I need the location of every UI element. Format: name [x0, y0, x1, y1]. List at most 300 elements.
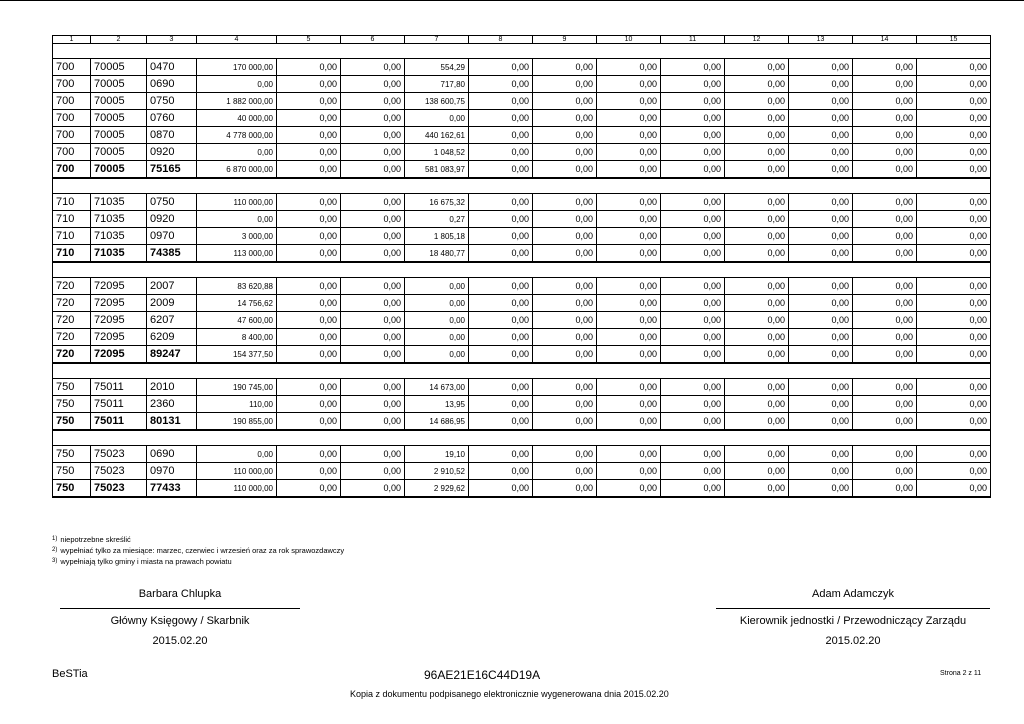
cell-col-10: 0,00 [597, 59, 661, 76]
cell-col-1: 750 [53, 463, 91, 480]
signer-role: Główny Księgowy / Skarbnik [110, 615, 250, 627]
cell-col-9: 0,00 [533, 127, 597, 144]
cell-col-1: 750 [53, 446, 91, 463]
column-number: 8 [469, 36, 533, 44]
cell-col-13: 0,00 [789, 396, 853, 413]
table-row [53, 211, 991, 228]
table-row [53, 228, 991, 245]
cell-col-9: 0,00 [533, 480, 597, 498]
cell-col-1: 700 [53, 110, 91, 127]
cell-col-1: 710 [53, 245, 91, 263]
cell-col-7: 19,10 [405, 446, 469, 463]
cell-col-6: 0,00 [341, 144, 405, 161]
cell-col-6: 0,00 [341, 329, 405, 346]
cell-col-4: 190 745,00 [197, 379, 277, 396]
cell-col-1: 720 [53, 346, 91, 364]
cell-col-7: 14 686,95 [405, 413, 469, 431]
table-row [53, 446, 991, 463]
signature-date: 2015.02.20 [825, 635, 881, 647]
cell-col-3: 0970 [147, 463, 197, 480]
signer-name: Barbara Chlupka [138, 588, 222, 600]
cell-col-6: 0,00 [341, 446, 405, 463]
cell-col-11: 0,00 [661, 346, 725, 364]
cell-col-6: 0,00 [341, 295, 405, 312]
table-row [53, 127, 991, 144]
cell-col-7: 138 600,75 [405, 93, 469, 110]
cell-col-5: 0,00 [277, 446, 341, 463]
cell-col-14: 0,00 [853, 110, 917, 127]
cell-col-15: 0,00 [917, 228, 991, 245]
cell-col-14: 0,00 [853, 127, 917, 144]
table-row [53, 93, 991, 110]
cell-col-1: 700 [53, 144, 91, 161]
cell-col-15: 0,00 [917, 127, 991, 144]
cell-col-2: 71035 [91, 245, 147, 263]
cell-col-14: 0,00 [853, 480, 917, 498]
cell-col-6: 0,00 [341, 161, 405, 179]
total-row [53, 413, 991, 431]
signer-name: Adam Adamczyk [812, 588, 894, 600]
column-number: 5 [277, 36, 341, 44]
cell-col-8: 0,00 [469, 194, 533, 211]
cell-col-6: 0,00 [341, 59, 405, 76]
cell-col-5: 0,00 [277, 161, 341, 179]
cell-col-7: 581 083,97 [405, 161, 469, 179]
cell-col-2: 75011 [91, 379, 147, 396]
cell-col-11: 0,00 [661, 312, 725, 329]
cell-col-14: 0,00 [853, 228, 917, 245]
cell-col-12: 0,00 [725, 59, 789, 76]
cell-col-4: 3 000,00 [197, 228, 277, 245]
cell-col-8: 0,00 [469, 59, 533, 76]
cell-col-10: 0,00 [597, 312, 661, 329]
footnote: $^{3)}$ wypełniają tylko gminy i miasta na prawach powiatu [52, 557, 232, 566]
cell-col-10: 0,00 [597, 329, 661, 346]
cell-col-7: 1 805,18 [405, 228, 469, 245]
cell-col-13: 0,00 [789, 228, 853, 245]
cell-col-4: 110 000,00 [197, 480, 277, 498]
cell-col-15: 0,00 [917, 161, 991, 179]
cell-col-6: 0,00 [341, 413, 405, 431]
table-row [53, 463, 991, 480]
cell-col-5: 0,00 [277, 396, 341, 413]
cell-col-14: 0,00 [853, 93, 917, 110]
cell-col-7: 16 675,32 [405, 194, 469, 211]
cell-col-4: 1 882 000,00 [197, 93, 277, 110]
cell-col-9: 0,00 [533, 211, 597, 228]
cell-col-12: 0,00 [725, 144, 789, 161]
cell-col-7: 0,00 [405, 312, 469, 329]
cell-col-7: 0,00 [405, 329, 469, 346]
cell-col-3: 2007 [147, 278, 197, 295]
cell-col-15: 0,00 [917, 93, 991, 110]
cell-col-10: 0,00 [597, 93, 661, 110]
cell-col-3: 74385 [147, 245, 197, 263]
cell-col-6: 0,00 [341, 76, 405, 93]
cell-col-11: 0,00 [661, 480, 725, 498]
cell-col-13: 0,00 [789, 76, 853, 93]
cell-col-7: 13,95 [405, 396, 469, 413]
cell-col-5: 0,00 [277, 312, 341, 329]
cell-col-14: 0,00 [853, 144, 917, 161]
cell-col-8: 0,00 [469, 346, 533, 364]
cell-col-15: 0,00 [917, 245, 991, 263]
cell-col-9: 0,00 [533, 396, 597, 413]
report-table [52, 35, 991, 498]
top-rule [0, 0, 1024, 1]
cell-col-3: 6209 [147, 329, 197, 346]
cell-col-5: 0,00 [277, 413, 341, 431]
cell-col-14: 0,00 [853, 329, 917, 346]
cell-col-4: 0,00 [197, 446, 277, 463]
cell-col-9: 0,00 [533, 446, 597, 463]
cell-col-12: 0,00 [725, 295, 789, 312]
table-row [53, 329, 991, 346]
cell-col-15: 0,00 [917, 346, 991, 364]
cell-col-3: 2360 [147, 396, 197, 413]
cell-col-13: 0,00 [789, 161, 853, 179]
cell-col-10: 0,00 [597, 127, 661, 144]
cell-col-15: 0,00 [917, 312, 991, 329]
cell-col-14: 0,00 [853, 379, 917, 396]
cell-col-9: 0,00 [533, 413, 597, 431]
cell-col-11: 0,00 [661, 76, 725, 93]
cell-col-14: 0,00 [853, 245, 917, 263]
signature-block-accountant [60, 588, 300, 651]
cell-col-5: 0,00 [277, 278, 341, 295]
table-row [53, 59, 991, 76]
cell-col-10: 0,00 [597, 228, 661, 245]
cell-col-13: 0,00 [789, 295, 853, 312]
column-number: 3 [147, 36, 197, 44]
cell-col-13: 0,00 [789, 110, 853, 127]
footnote: $^{1)}$ niepotrzebne skreślić [52, 535, 131, 544]
cell-col-7: 0,00 [405, 110, 469, 127]
total-row [53, 161, 991, 179]
cell-col-11: 0,00 [661, 93, 725, 110]
cell-col-15: 0,00 [917, 413, 991, 431]
cell-col-10: 0,00 [597, 161, 661, 179]
cell-col-13: 0,00 [789, 329, 853, 346]
cell-col-11: 0,00 [661, 463, 725, 480]
table-row [53, 278, 991, 295]
cell-col-2: 75023 [91, 480, 147, 498]
cell-col-8: 0,00 [469, 295, 533, 312]
cell-col-14: 0,00 [853, 211, 917, 228]
cell-col-4: 170 000,00 [197, 59, 277, 76]
cell-col-1: 710 [53, 228, 91, 245]
cell-col-3: 0760 [147, 110, 197, 127]
total-row [53, 480, 991, 498]
column-number: 1 [53, 36, 91, 44]
cell-col-14: 0,00 [853, 446, 917, 463]
cell-col-15: 0,00 [917, 144, 991, 161]
group-spacer [53, 363, 991, 379]
cell-col-8: 0,00 [469, 228, 533, 245]
cell-col-12: 0,00 [725, 211, 789, 228]
cell-col-9: 0,00 [533, 312, 597, 329]
cell-col-4: 47 600,00 [197, 312, 277, 329]
table-row [53, 379, 991, 396]
cell-col-13: 0,00 [789, 144, 853, 161]
signature-line [60, 608, 300, 615]
cell-col-13: 0,00 [789, 194, 853, 211]
cell-col-4: 0,00 [197, 76, 277, 93]
copy-note: Kopia z dokumentu podpisanego elektronicznie wygenerowana dnia 2015.02.20 [350, 689, 669, 699]
cell-col-2: 71035 [91, 194, 147, 211]
cell-col-1: 720 [53, 278, 91, 295]
cell-col-13: 0,00 [789, 346, 853, 364]
cell-col-2: 72095 [91, 312, 147, 329]
cell-col-9: 0,00 [533, 110, 597, 127]
cell-col-2: 75023 [91, 446, 147, 463]
cell-col-14: 0,00 [853, 194, 917, 211]
cell-col-14: 0,00 [853, 295, 917, 312]
cell-col-2: 70005 [91, 59, 147, 76]
cell-col-1: 710 [53, 194, 91, 211]
cell-col-2: 71035 [91, 211, 147, 228]
cell-col-9: 0,00 [533, 59, 597, 76]
cell-col-13: 0,00 [789, 480, 853, 498]
column-number: 12 [725, 36, 789, 44]
cell-col-5: 0,00 [277, 211, 341, 228]
cell-col-6: 0,00 [341, 228, 405, 245]
cell-col-15: 0,00 [917, 463, 991, 480]
cell-col-4: 154 377,50 [197, 346, 277, 364]
cell-col-6: 0,00 [341, 245, 405, 263]
cell-col-7: 0,27 [405, 211, 469, 228]
cell-col-9: 0,00 [533, 161, 597, 179]
signer-role: Kierownik jednostki / Przewodniczący Zarządu [739, 615, 967, 627]
cell-col-4: 8 400,00 [197, 329, 277, 346]
table-row [53, 312, 991, 329]
cell-col-10: 0,00 [597, 413, 661, 431]
cell-col-4: 110,00 [197, 396, 277, 413]
cell-col-5: 0,00 [277, 245, 341, 263]
cell-col-9: 0,00 [533, 194, 597, 211]
cell-col-12: 0,00 [725, 228, 789, 245]
cell-col-12: 0,00 [725, 161, 789, 179]
cell-col-3: 0870 [147, 127, 197, 144]
cell-col-1: 700 [53, 127, 91, 144]
cell-col-10: 0,00 [597, 379, 661, 396]
cell-col-1: 720 [53, 329, 91, 346]
cell-col-1: 750 [53, 480, 91, 498]
cell-col-15: 0,00 [917, 446, 991, 463]
cell-col-4: 110 000,00 [197, 194, 277, 211]
cell-col-14: 0,00 [853, 161, 917, 179]
cell-col-11: 0,00 [661, 144, 725, 161]
cell-col-3: 0750 [147, 93, 197, 110]
cell-col-13: 0,00 [789, 59, 853, 76]
cell-col-1: 750 [53, 379, 91, 396]
cell-col-15: 0,00 [917, 194, 991, 211]
cell-col-11: 0,00 [661, 59, 725, 76]
cell-col-4: 4 778 000,00 [197, 127, 277, 144]
cell-col-3: 80131 [147, 413, 197, 431]
footnote: $^{2)}$ wypełniać tylko za miesiące: marzec, czerwiec i wrzesień oraz za rok sprawozdawczy [52, 546, 345, 555]
cell-col-12: 0,00 [725, 110, 789, 127]
cell-col-13: 0,00 [789, 245, 853, 263]
app-name: BeSTia [52, 668, 88, 680]
cell-col-13: 0,00 [789, 211, 853, 228]
cell-col-3: 0690 [147, 446, 197, 463]
cell-col-13: 0,00 [789, 93, 853, 110]
cell-col-5: 0,00 [277, 329, 341, 346]
cell-col-12: 0,00 [725, 463, 789, 480]
cell-col-2: 70005 [91, 93, 147, 110]
cell-col-11: 0,00 [661, 278, 725, 295]
group-spacer [53, 178, 991, 194]
cell-col-8: 0,00 [469, 379, 533, 396]
cell-col-2: 70005 [91, 144, 147, 161]
column-number-row [53, 36, 991, 44]
cell-col-5: 0,00 [277, 194, 341, 211]
cell-col-10: 0,00 [597, 396, 661, 413]
table-row [53, 76, 991, 93]
cell-col-7: 1 048,52 [405, 144, 469, 161]
cell-col-13: 0,00 [789, 413, 853, 431]
cell-col-14: 0,00 [853, 59, 917, 76]
cell-col-9: 0,00 [533, 76, 597, 93]
cell-col-1: 700 [53, 93, 91, 110]
cell-col-4: 0,00 [197, 211, 277, 228]
cell-col-6: 0,00 [341, 211, 405, 228]
cell-col-13: 0,00 [789, 312, 853, 329]
cell-col-9: 0,00 [533, 278, 597, 295]
cell-col-8: 0,00 [469, 76, 533, 93]
cell-col-4: 83 620,88 [197, 278, 277, 295]
cell-col-1: 750 [53, 396, 91, 413]
cell-col-12: 0,00 [725, 93, 789, 110]
column-number: 13 [789, 36, 853, 44]
cell-col-8: 0,00 [469, 446, 533, 463]
cell-col-11: 0,00 [661, 446, 725, 463]
cell-col-12: 0,00 [725, 396, 789, 413]
cell-col-15: 0,00 [917, 396, 991, 413]
column-number: 2 [91, 36, 147, 44]
signature-block-manager [716, 588, 990, 651]
cell-col-15: 0,00 [917, 278, 991, 295]
cell-col-12: 0,00 [725, 278, 789, 295]
cell-col-13: 0,00 [789, 463, 853, 480]
cell-col-10: 0,00 [597, 245, 661, 263]
column-number: 4 [197, 36, 277, 44]
cell-col-10: 0,00 [597, 110, 661, 127]
cell-col-2: 71035 [91, 228, 147, 245]
cell-col-5: 0,00 [277, 463, 341, 480]
cell-col-5: 0,00 [277, 110, 341, 127]
cell-col-8: 0,00 [469, 329, 533, 346]
document-code: 96AE21E16C44D19A [424, 668, 541, 682]
cell-col-11: 0,00 [661, 379, 725, 396]
cell-col-14: 0,00 [853, 413, 917, 431]
cell-col-11: 0,00 [661, 295, 725, 312]
cell-col-12: 0,00 [725, 413, 789, 431]
cell-col-12: 0,00 [725, 127, 789, 144]
cell-col-1: 750 [53, 413, 91, 431]
cell-col-8: 0,00 [469, 245, 533, 263]
cell-col-2: 72095 [91, 346, 147, 364]
total-row [53, 245, 991, 263]
cell-col-3: 0690 [147, 76, 197, 93]
cell-col-5: 0,00 [277, 127, 341, 144]
cell-col-15: 0,00 [917, 295, 991, 312]
cell-col-8: 0,00 [469, 463, 533, 480]
cell-col-1: 700 [53, 76, 91, 93]
cell-col-3: 6207 [147, 312, 197, 329]
cell-col-9: 0,00 [533, 144, 597, 161]
cell-col-13: 0,00 [789, 446, 853, 463]
cell-col-10: 0,00 [597, 211, 661, 228]
cell-col-7: 18 480,77 [405, 245, 469, 263]
cell-col-12: 0,00 [725, 480, 789, 498]
cell-col-5: 0,00 [277, 228, 341, 245]
cell-col-3: 89247 [147, 346, 197, 364]
cell-col-11: 0,00 [661, 413, 725, 431]
cell-col-10: 0,00 [597, 295, 661, 312]
cell-col-3: 77433 [147, 480, 197, 498]
cell-col-7: 2 929,62 [405, 480, 469, 498]
cell-col-1: 700 [53, 59, 91, 76]
cell-col-8: 0,00 [469, 312, 533, 329]
cell-col-2: 70005 [91, 161, 147, 179]
cell-col-9: 0,00 [533, 463, 597, 480]
cell-col-11: 0,00 [661, 127, 725, 144]
cell-col-7: 0,00 [405, 295, 469, 312]
cell-col-9: 0,00 [533, 329, 597, 346]
cell-col-3: 0750 [147, 194, 197, 211]
cell-col-12: 0,00 [725, 346, 789, 364]
cell-col-7: 717,80 [405, 76, 469, 93]
table-row [53, 396, 991, 413]
cell-col-5: 0,00 [277, 93, 341, 110]
footnotes [52, 534, 344, 567]
group-spacer [53, 430, 991, 446]
cell-col-7: 554,29 [405, 59, 469, 76]
signature-date: 2015.02.20 [152, 635, 208, 647]
cell-col-5: 0,00 [277, 295, 341, 312]
cell-col-10: 0,00 [597, 446, 661, 463]
group-spacer [53, 44, 991, 59]
cell-col-9: 0,00 [533, 346, 597, 364]
cell-col-15: 0,00 [917, 59, 991, 76]
cell-col-3: 2010 [147, 379, 197, 396]
cell-col-13: 0,00 [789, 379, 853, 396]
cell-col-6: 0,00 [341, 379, 405, 396]
cell-col-10: 0,00 [597, 480, 661, 498]
cell-col-15: 0,00 [917, 329, 991, 346]
cell-col-12: 0,00 [725, 329, 789, 346]
cell-col-14: 0,00 [853, 278, 917, 295]
cell-col-8: 0,00 [469, 413, 533, 431]
cell-col-7: 440 162,61 [405, 127, 469, 144]
cell-col-6: 0,00 [341, 110, 405, 127]
cell-col-2: 72095 [91, 295, 147, 312]
cell-col-3: 0470 [147, 59, 197, 76]
cell-col-5: 0,00 [277, 76, 341, 93]
cell-col-3: 2009 [147, 295, 197, 312]
cell-col-8: 0,00 [469, 110, 533, 127]
table-row [53, 144, 991, 161]
cell-col-7: 0,00 [405, 278, 469, 295]
cell-col-2: 75011 [91, 396, 147, 413]
cell-col-15: 0,00 [917, 379, 991, 396]
cell-col-5: 0,00 [277, 379, 341, 396]
cell-col-6: 0,00 [341, 396, 405, 413]
cell-col-11: 0,00 [661, 245, 725, 263]
cell-col-1: 720 [53, 295, 91, 312]
